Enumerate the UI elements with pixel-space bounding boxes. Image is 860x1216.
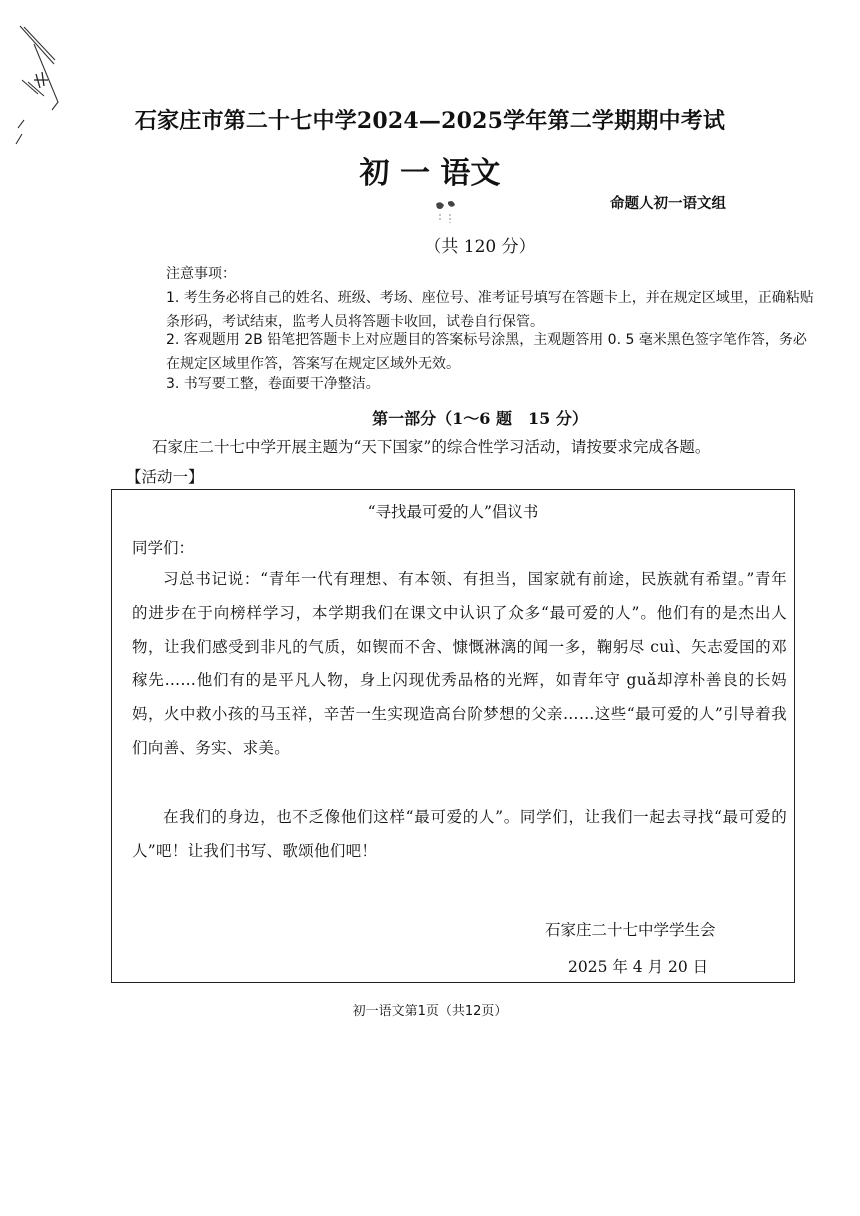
letter-paragraph: 习总书记说：“青年一代有理想、有本领、有担当，国家就有前途，民族就有希望。”青年的进步在于向榜样学习，本学期我们在课文中认识了众多“最可爱的人”。他们有的是杰出人物，让我们感受到非凡的气质，如锲而不舍、慷慨淋漓的闻一多，鞠躬尽 cuì、矢志爱国的邓稼先……他们有的是平凡人物，身上闪现优秀品格的光辉，如青年守 guǎ却淳朴善良的长妈妈，火中救小孩的马玉祥，辛苦一生实现造高台阶梦想的父亲……这些“最可爱的人”引导着我们向善、务实、求美。 bbox=[132, 570, 787, 757]
part-heading: 第一部分（1～6 题 15 分） bbox=[372, 409, 588, 428]
part-intro: 石家庄二十七中学开展主题为“天下国家”的综合性学习活动，请按要求完成各题。 bbox=[152, 438, 711, 456]
notice-item-1: 1. 考生务必将自己的姓名、班级、考场、座位号、准考证号填写在答题卡上，并在规定区域里，正确粘贴条形码，考试结束，监考人员将答题卡收回，试卷自行保管。 bbox=[166, 290, 814, 330]
ink-smudge bbox=[428, 198, 464, 226]
notice-item-3: 3. 书写要工整，卷面要干净整洁。 bbox=[166, 376, 380, 392]
exam-title: 石家庄市第二十七中学2024—2025学年第二学期期中考试 bbox=[134, 108, 726, 134]
total-score: （共 120 分） bbox=[424, 237, 536, 257]
author-line: 命题人初一语文组 bbox=[610, 196, 726, 212]
letter-date: 2025 年 4 月 20 日 bbox=[568, 958, 709, 976]
subject-title: 初 一 语文 bbox=[359, 156, 501, 191]
letter-greeting: 同学们： bbox=[132, 539, 195, 557]
letter-paragraph: 在我们的身边，也不乏像他们这样“最可爱的人”。同学们，让我们一起去寻找“最可爱的人”吧！让我们书写、歌颂他们吧！ bbox=[132, 808, 787, 860]
notice-heading: 注意事项： bbox=[166, 266, 236, 282]
letter-title: “寻找最可爱的人”倡议书 bbox=[367, 503, 539, 521]
activity-label: 【活动一】 bbox=[126, 468, 204, 486]
page-footer: 初一语文第1页（共12页） bbox=[352, 1004, 508, 1019]
notice-item-2: 2. 客观题用 2B 铅笔把答题卡上对应题目的答案标号涂黑，主观题答用 0. 5 毫米黑色签字笔作答，务必在规定区域里作答，答案写在规定区域外无效。 bbox=[166, 332, 807, 372]
letter-signer: 石家庄二十七中学学生会 bbox=[545, 921, 716, 939]
